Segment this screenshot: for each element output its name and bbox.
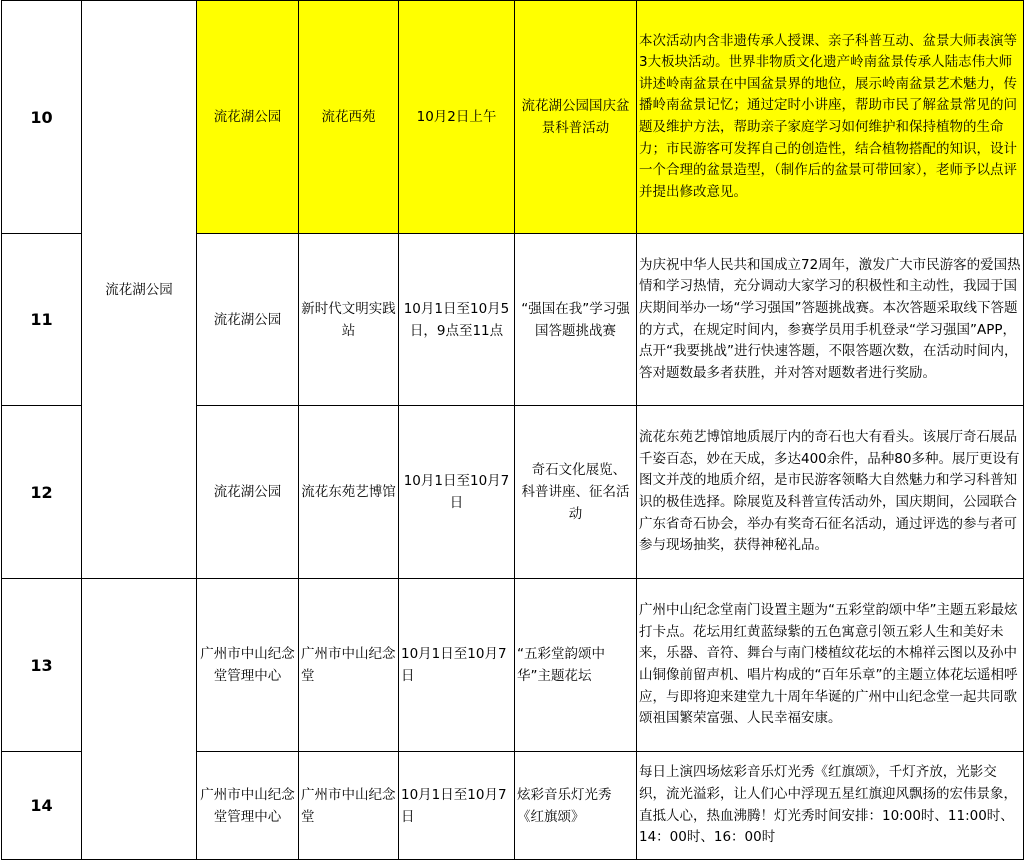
row-number: 10 (2, 1, 82, 234)
venue-cell: 广州市中山纪念堂 (299, 579, 399, 752)
activity-cell: “五彩堂韵颂中华”主题花坛 (515, 579, 637, 752)
activity-cell: 炫彩音乐灯光秀《红旗颂》 (515, 752, 637, 860)
table-row (2, 1, 1024, 234)
description-cell: 本次活动内含非遗传承人授课、亲子科普互动、盆景大师表演等3大板块活动。世界非物质文化遗产岭南盆景传承人陆志伟大师讲述岭南盆景在中国盆景界的地位，展示岭南盆景艺术魅力，传播岭南盆景记忆；通过定时小讲座，帮助市民了解盆景常见的问题及维护方法，帮助亲子家庭学习如何维护和保持植物的生命力；市民游客可发挥自己的创造性，结合植物搭配的知识，设计一个合理的盆景造型，（制作后的盆景可带回家），老师予以点评并提出修改意见。 (637, 1, 1024, 234)
activity-cell: 流花湖公园国庆盆景科普活动 (515, 1, 637, 234)
time-cell: 10月1日至10月7日 (399, 579, 515, 752)
organizer-cell: 流花湖公园 (197, 406, 299, 579)
schedule-table (1, 0, 1024, 860)
venue-cell: 流花西苑 (299, 1, 399, 234)
venue-cell: 新时代文明实践站 (299, 234, 399, 406)
venue-cell: 流花东苑艺博馆 (299, 406, 399, 579)
group-label: 流花湖公园 (82, 1, 197, 579)
description-cell: 为庆祝中华人民共和国成立72周年，激发广大市民游客的爱国热情和学习热情，充分调动大家学习的积极性和主动性，我园于国庆期间举办一场“学习强国”答题挑战赛。本次答题采取线下答题的方式，在规定时间内，参赛学员用手机登录“学习强国”APP，点开“我要挑战”进行快速答题，不限答题次数，在活动时间内，答对题数最多者获胜，并对答对题数者进行奖励。 (637, 234, 1024, 406)
group-label-empty (82, 579, 197, 860)
description-cell: 流花东苑艺博馆地质展厅内的奇石也大有看头。该展厅奇石展品千姿百态，妙在天成，多达400余件，品种80多种。展厅更设有图文并茂的地质介绍，是市民游客领略大自然魅力和学习科普知识的极佳选择。除展览及科普宣传活动外，国庆期间，公园联合广东省奇石协会，举办有奖奇石征名活动，通过评选的参与者可参与现场抽奖，获得神秘礼品。 (637, 406, 1024, 579)
time-cell: 10月1日至10月5日，9点至11点 (399, 234, 515, 406)
row-number: 11 (2, 234, 82, 406)
activity-cell: 奇石文化展览、 科普讲座、征名活动 (515, 406, 637, 579)
organizer-cell: 广州市中山纪念堂管理中心 (197, 752, 299, 860)
time-cell: 10月1日至10月7日 (399, 752, 515, 860)
organizer-cell: 广州市中山纪念堂管理中心 (197, 579, 299, 752)
organizer-cell: 流花湖公园 (197, 234, 299, 406)
activity-cell: “强国在我”学习强国答题挑战赛 (515, 234, 637, 406)
description-cell: 每日上演四场炫彩音乐灯光秀《红旗颂》，千灯齐放，光影交织，流光溢彩，让人们心中浮现五星红旗迎风飘扬的宏伟景象，直抵人心，热血沸腾！灯光秀时间安排：10:00时、11:00时、14：00时、16：00时 (637, 752, 1024, 860)
row-number: 14 (2, 752, 82, 860)
time-cell: 10月1日至10月7日 (399, 406, 515, 579)
description-cell: 广州中山纪念堂南门设置主题为“五彩堂韵颂中华”主题五彩最炫打卡点。花坛用红黄蓝绿紫的五色寓意引领五彩人生和美好未来，乐器、音符、舞台与南门楼植纹花坛的木棉祥云图以及孙中山铜像前留声机、唱片构成的“百年乐章”的主题立体花坛遥相呼应，与即将迎来建堂九十周年华诞的广州中山纪念堂一起共同歌颂祖国繁荣富强、人民幸福安康。 (637, 579, 1024, 752)
table-row (2, 579, 1024, 752)
row-number: 12 (2, 406, 82, 579)
venue-cell: 广州市中山纪念堂 (299, 752, 399, 860)
row-number: 13 (2, 579, 82, 752)
organizer-cell: 流花湖公园 (197, 1, 299, 234)
time-cell: 10月2日上午 (399, 1, 515, 234)
